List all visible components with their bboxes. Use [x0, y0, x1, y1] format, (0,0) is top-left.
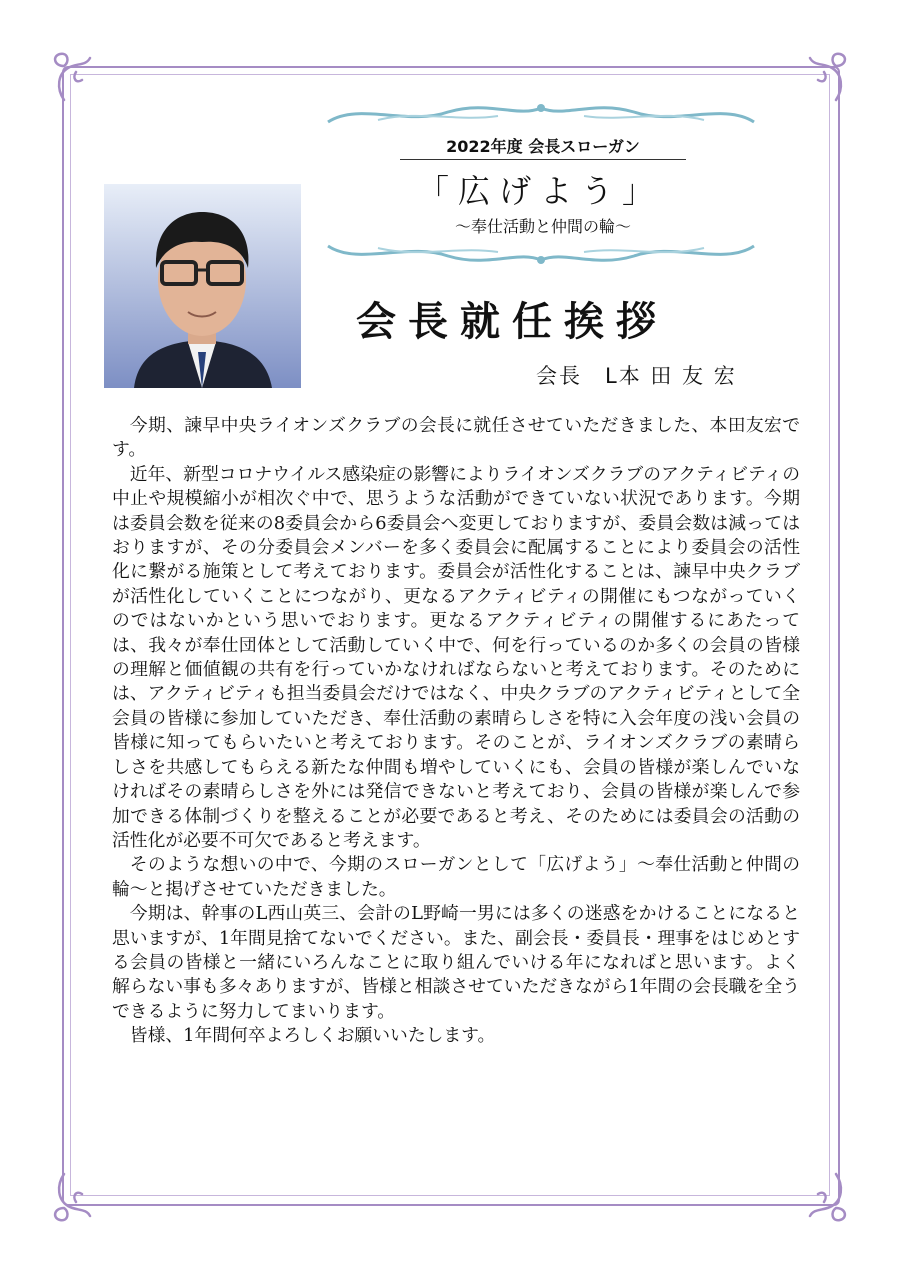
paragraph: 今期、諫早中央ライオンズクラブの会長に就任させていただきました、本田友宏です。 [112, 415, 800, 461]
corner-flourish-icon [798, 1170, 854, 1226]
slogan-subtitle: ～奉仕活動と仲間の輪～ [454, 217, 631, 236]
paragraph: 皆様、1年間何卒よろしくお願いいたします。 [129, 1025, 496, 1047]
corner-flourish-icon [46, 48, 102, 104]
page-title: 会長就任挨拶 [356, 298, 668, 345]
corner-flourish-icon [46, 1170, 102, 1226]
author-byline: 会長 L本 田 友 宏 [536, 364, 737, 388]
scroll-ornament-icon [318, 238, 764, 272]
slogan-title: 「広げよう」 [416, 172, 663, 210]
slogan-year-label: 2022年度 会長スローガン [400, 134, 686, 160]
president-portrait [104, 184, 301, 388]
paragraph: 近年、新型コロナウイルス感染症の影響によりライオンズクラブのアクティビティの中止や規模縮小が相次ぐ中で、思うような活動ができていない状況であります。今期は委員会数を従来の8委員会から6委員会へ変更しておりますが、委員会数は減ってはおりますが、その分委員会メンバーを多く委員会に配属することにより委員会の活性化に繋がる施策として考えております。委員会が活性化することは、諫早中央クラブが活性化していくことにつながり、更なるアクティビティの開催にもつながっていくのではないかという思いでおります。更なるアクティビティの開催するにあたっては、我々が奉仕団体として活動していく中で、何を行っているのか多くの会員の皆様の理解と価値観の共有を行っていかなければならないと考えております。そのためには、アクティビティも担当委員会だけではなく、中央クラブのアクティビティとして全会員の皆様に参加していただき、奉仕活動の素晴らしさを特に入会年度の浅い会員の皆様に知ってもらいたいと考えております。そのことが、ライオンズクラブの素晴らしさを共感してもらえる新たな仲間も増やしていくにも、会員の皆様が楽しんでいなければその素晴らしさを外には発信できないと考えており、会員の皆様が楽しんで参加できる体制づくりを整えることが必要であると考え、そのためには委員会の活動の活性化が必要不可欠であると考えます。 [112, 463, 800, 851]
corner-flourish-icon [798, 48, 854, 104]
greeting-body [112, 414, 800, 1049]
scroll-ornament-icon [318, 96, 764, 130]
paragraph: 今期は、幹事のL西山英三、会計のL野崎一男には多くの迷惑をかけることになると思いますが、1年間見捨てないでください。また、副会長・委員長・理事をはじめとする会員の皆様と一緒にいろんなことに取り組んでいける年になればと思います。よく解らない事も多々ありますが、皆様と相談させていただきながら1年間の会長職を全うできるように努力してまいります。 [112, 903, 800, 1022]
paragraph: そのような想いの中で、今期のスローガンとして「広げよう」～奉仕活動と仲間の輪～と掲げさせていただきました。 [112, 854, 800, 900]
